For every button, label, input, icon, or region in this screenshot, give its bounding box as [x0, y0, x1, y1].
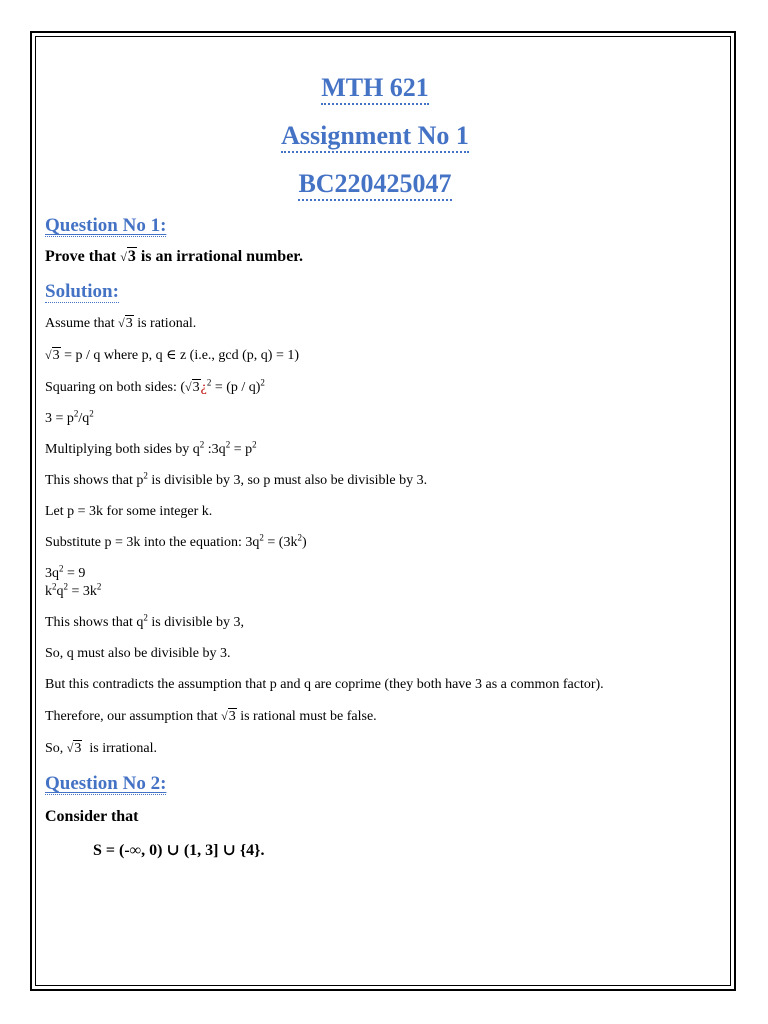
solution-line-15: So, √3 is irrational.	[45, 741, 158, 756]
solution-line-5: Multiplying both sides by $q^2$ $:3q^2 = p^2$	[45, 439, 257, 457]
course-title: MTH 621	[45, 72, 705, 104]
solution-line-13: But this contradicts the assumption that p and q are coprime (they both have 3 as a common factor).	[45, 677, 604, 692]
solution-line-7: Let p = 3k for some integer k.	[45, 504, 213, 519]
solution-line-9: $3q^2 = 9$	[45, 563, 86, 581]
solution-line-14: Therefore, our assumption that √3 is rational must be false.	[45, 709, 377, 724]
solution-line-10: $k^2q^2 = 3k^2$	[45, 581, 102, 599]
solution-line-3: Squaring on both sides: (√3¿$^2$ = (p / q)$^2$	[45, 377, 265, 395]
question-2-set: S = (-∞, 0) ∪ (1, 3] ∪ {4}.	[93, 842, 265, 859]
question-2-prompt: Consider that	[45, 808, 139, 825]
solution-line-2: √3 = p / q where p, q ∈ z (i.e., gcd (p, q) = 1)	[45, 348, 300, 363]
question-1-heading: Question No 1:	[45, 215, 167, 236]
solution-line-12: So, q must also be divisible by 3.	[45, 646, 231, 661]
question-1-prompt: Prove that √3 is an irrational number.	[45, 248, 303, 265]
question-2-heading: Question No 2:	[45, 773, 167, 794]
document-body	[45, 72, 705, 862]
solution-line-4: $3 = p^2/q^2$	[45, 408, 94, 426]
sqrt-symbol: √3	[120, 248, 136, 265]
solution-line-11: This shows that $q^2$ is divisible by 3,	[45, 612, 244, 630]
solution-line-6: This shows that $p^2$ is divisible by 3, so p must also be divisible by 3.	[45, 470, 428, 488]
solution-line-1: Assume that √3 is rational.	[45, 316, 197, 331]
solution-line-8: Substitute p = 3k into the equation: $3q^2 = (3k^2)$	[45, 532, 307, 550]
student-id: BC220425047	[45, 168, 705, 200]
solution-heading: Solution:	[45, 281, 119, 302]
assignment-title: Assignment No 1	[45, 120, 705, 152]
